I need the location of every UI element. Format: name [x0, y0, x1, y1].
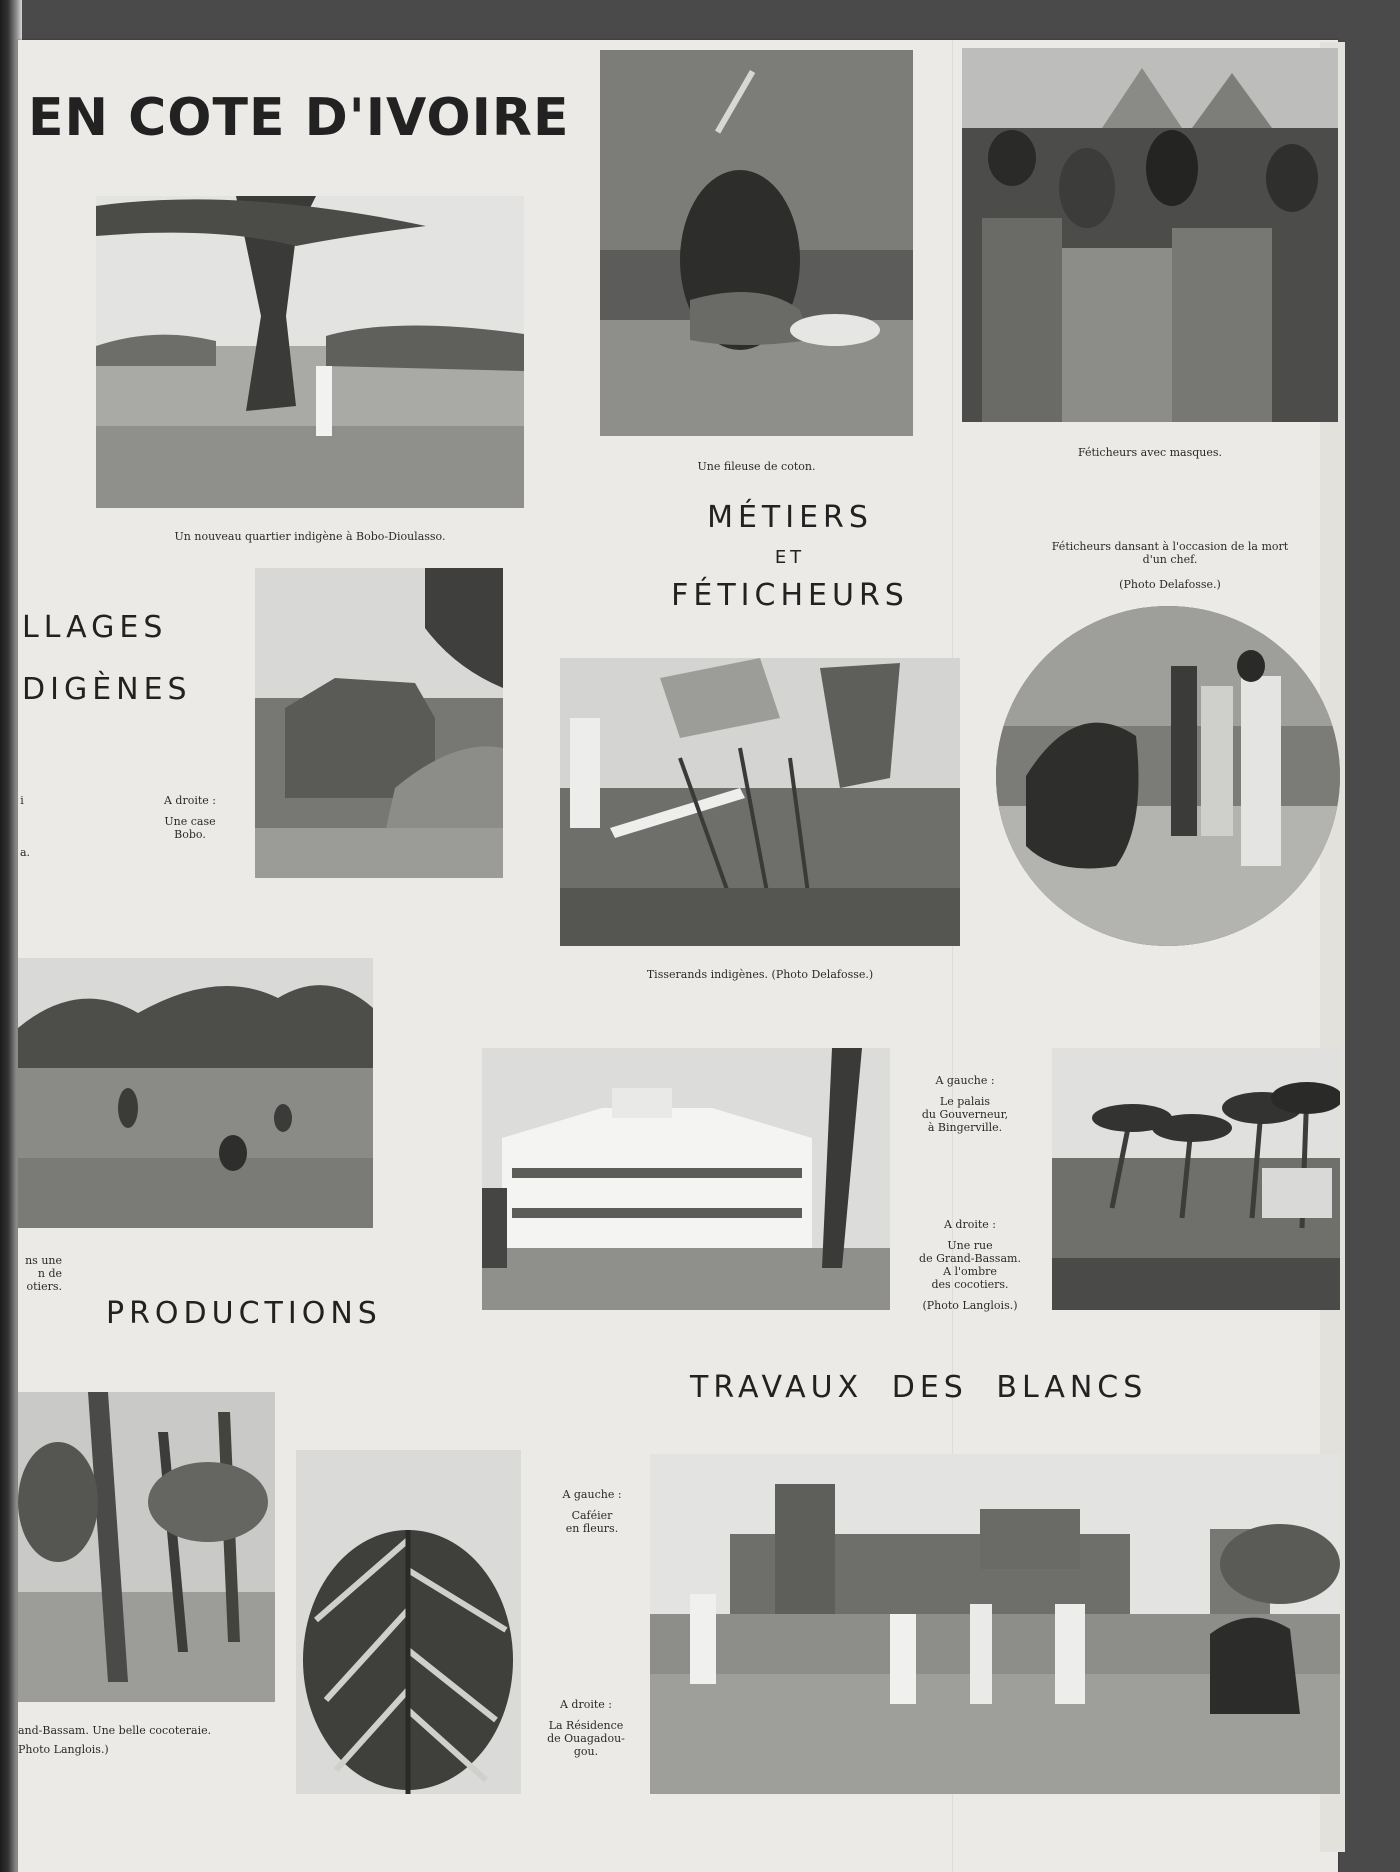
caption-line: Bobo.: [174, 828, 206, 841]
section-title-et: ET: [774, 547, 806, 568]
caption-tisserands: Tisserands indigènes. (Photo Delafosse.): [646, 968, 874, 981]
section-title-feticheurs: FÉTICHEURS: [671, 578, 909, 613]
caption-feticheurs-masques: Féticheurs avec masques.: [1077, 446, 1223, 459]
caption-line: du Gouverneur,: [921, 1108, 1009, 1121]
section-title-villages-2: DIGÈNES: [22, 672, 192, 707]
photo-cafeier: [296, 1450, 521, 1794]
caption-line: en fleurs.: [565, 1522, 619, 1535]
caption-bobo-quarter: Un nouveau quartier indigène à Bobo-Dioulasso.: [174, 530, 446, 543]
caption-case-bobo: [140, 794, 240, 841]
section-title-metiers: MÉTIERS: [707, 500, 873, 535]
section-title-travaux: TRAVAUX DES BLANCS: [690, 1370, 1148, 1405]
caption-line: A droite :: [559, 1698, 612, 1711]
caption-palais: [910, 1074, 1020, 1134]
caption-fragment-1: i: [20, 794, 24, 807]
section-title-productions: PRODUCTIONS: [106, 1296, 382, 1331]
caption-line: des cocotiers.: [931, 1278, 1009, 1291]
caption-line: de Ouagadou-: [547, 1732, 625, 1745]
caption-fileuse: Une fileuse de coton.: [697, 460, 816, 473]
caption-line: Caféier: [571, 1509, 613, 1522]
photo-bobo-quarter: [96, 196, 524, 508]
caption-line: n de: [37, 1267, 62, 1280]
caption-cafeier: [542, 1488, 642, 1535]
photo-plantation-field: [18, 958, 373, 1228]
photo-fileuse: [600, 50, 913, 436]
caption-line: à Bingerville.: [927, 1121, 1003, 1134]
caption-line: and-Bassam. Une belle cocoteraie.: [18, 1724, 212, 1737]
caption-residence: [534, 1698, 638, 1758]
photo-rue-grand-bassam: [1052, 1048, 1340, 1310]
caption-line: Photo Langlois.): [18, 1743, 109, 1756]
section-title-villages-1: LLAGES: [22, 610, 168, 645]
caption-line: A gauche :: [935, 1074, 995, 1087]
caption-fragment-3: [18, 1254, 62, 1293]
caption-line: La Résidence: [548, 1719, 624, 1732]
caption-line: d'un chef.: [1142, 553, 1198, 566]
caption-fragment-2: a.: [19, 846, 31, 859]
caption-line: gou.: [573, 1745, 599, 1758]
caption-line: ns une: [25, 1254, 62, 1267]
caption-line: A gauche :: [562, 1488, 622, 1501]
photo-case-bobo: [255, 568, 503, 878]
photo-tisserands: [560, 658, 960, 946]
caption-cocoteraie: [18, 1724, 258, 1756]
photo-feticheurs-dansant: [996, 606, 1340, 946]
photo-feticheurs-masques: [962, 48, 1338, 422]
caption-line: Le palais: [939, 1095, 991, 1108]
caption-line: Une case: [164, 815, 216, 828]
photo-palais-gouverneur: [482, 1048, 890, 1310]
page-title: EN COTE D'IVOIRE: [28, 88, 570, 148]
caption-feticheurs-dansant: [1020, 540, 1320, 591]
caption-rue-bassam: [910, 1218, 1030, 1312]
caption-line: A droite :: [163, 794, 216, 807]
caption-line: (Photo Langlois.): [922, 1299, 1018, 1312]
caption-line: A l'ombre: [943, 1265, 997, 1278]
caption-line: Féticheurs dansant à l'occasion de la mort: [1051, 540, 1289, 553]
caption-line: otiers.: [26, 1280, 62, 1293]
caption-line: A droite :: [943, 1218, 996, 1231]
caption-line: de Grand-Bassam.: [919, 1252, 1021, 1265]
photo-cocoteraie: [18, 1392, 275, 1702]
photo-residence-ouagadougou: [650, 1454, 1340, 1794]
caption-line: (Photo Delafosse.): [1119, 578, 1221, 591]
caption-line: Une rue: [947, 1239, 993, 1252]
